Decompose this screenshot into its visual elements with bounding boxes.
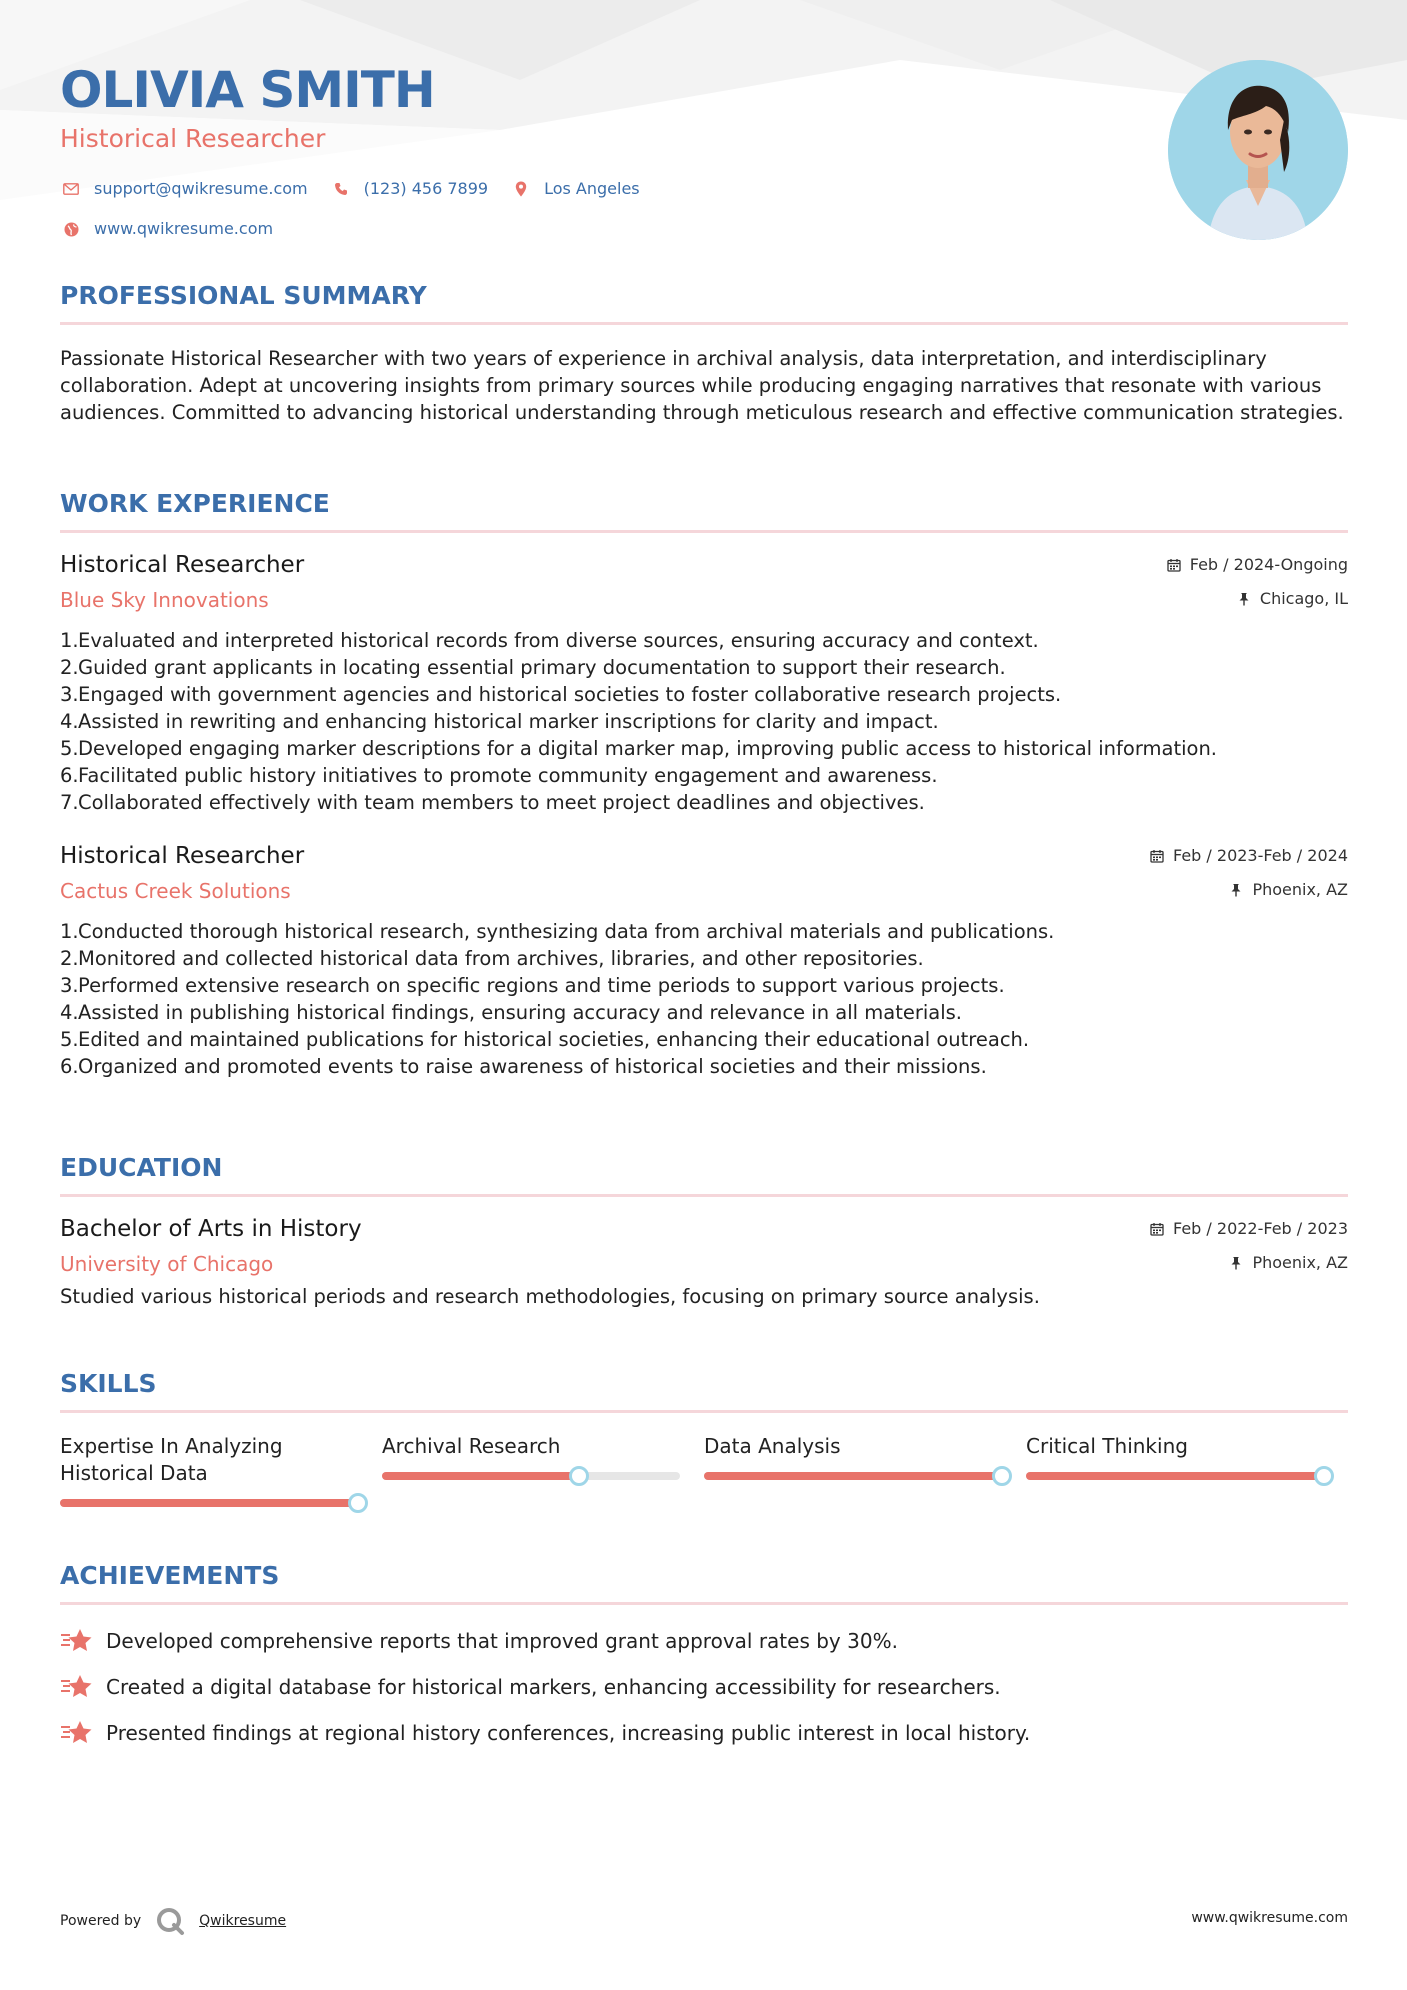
list-item: 3. Performed extensive research on specific regions and time periods to support various projects. bbox=[60, 974, 1005, 997]
list-item: 2. Guided grant applicants in locating essential primary documentation to support their research. bbox=[60, 656, 1006, 679]
calendar-icon bbox=[1149, 1221, 1165, 1237]
education-title: EDUCATION bbox=[60, 1153, 223, 1182]
email-text: support@qwikresume.com bbox=[94, 179, 308, 198]
job-date-text: Feb / 2024-Ongoing bbox=[1189, 555, 1348, 574]
education-date-text: Feb / 2022-Feb / 2023 bbox=[1173, 1219, 1348, 1238]
contact-location bbox=[510, 178, 640, 200]
job-title: Historical Researcher bbox=[60, 552, 305, 578]
calendar-icon bbox=[1166, 557, 1182, 573]
contact-row-2 bbox=[60, 218, 1060, 240]
job-location-text: Phoenix, AZ bbox=[1252, 880, 1348, 899]
skill-name: Archival Research bbox=[382, 1434, 561, 1458]
list-item: 3. Engaged with government agencies and historical societies to foster collaborative research projects. bbox=[60, 683, 1062, 706]
skill-item bbox=[1026, 1433, 1348, 1507]
job-header bbox=[60, 840, 1348, 876]
section-divider bbox=[60, 530, 1348, 533]
website-text: www.qwikresume.com bbox=[94, 219, 274, 238]
job-bullets bbox=[60, 918, 1348, 1080]
school-name: University of Chicago bbox=[60, 1252, 274, 1276]
list-item: 4. Assisted in publishing historical findings, ensuring accuracy and relevance in all materials. bbox=[60, 1001, 962, 1024]
company-name: Cactus Creek Solutions bbox=[60, 879, 291, 903]
education-section bbox=[60, 1152, 1348, 1310]
pushpin-icon bbox=[1228, 882, 1244, 898]
skill-name: Expertise In Analyzing Historical Data bbox=[60, 1434, 283, 1485]
list-item bbox=[60, 1627, 1348, 1655]
phone-text: (123) 456 7899 bbox=[363, 179, 489, 198]
education-entry bbox=[60, 1213, 1348, 1310]
education-header bbox=[60, 1213, 1348, 1249]
star-award-icon bbox=[60, 1719, 94, 1747]
skill-bar-fill bbox=[382, 1472, 579, 1480]
list-item bbox=[60, 1719, 1348, 1747]
experience-section bbox=[60, 488, 1348, 1080]
job-bullets bbox=[60, 627, 1348, 816]
list-item: 4. Assisted in rewriting and enhancing historical marker inscriptions for clarity and impact. bbox=[60, 710, 939, 733]
pushpin-icon bbox=[1236, 591, 1252, 607]
degree-title: Bachelor of Arts in History bbox=[60, 1216, 362, 1242]
phone-icon bbox=[330, 178, 352, 200]
company-name: Blue Sky Innovations bbox=[60, 588, 269, 612]
qwikresume-logo-icon bbox=[155, 1906, 185, 1936]
skill-bar-knob bbox=[1314, 1466, 1334, 1486]
pushpin-icon bbox=[1228, 1255, 1244, 1271]
skill-bar-knob bbox=[992, 1466, 1012, 1486]
list-item bbox=[60, 1673, 1348, 1701]
star-award-icon bbox=[60, 1673, 94, 1701]
achievements-section bbox=[60, 1560, 1348, 1747]
skill-bar bbox=[60, 1499, 358, 1507]
list-item: 7. Collaborated effectively with team members to meet project deadlines and objectives. bbox=[60, 791, 925, 814]
job-entry bbox=[60, 549, 1348, 816]
list-item: 5. Developed engaging marker descriptions for a digital marker map, improving public access to historical information. bbox=[60, 737, 1217, 760]
candidate-name: OLIVIA SMITH bbox=[60, 61, 435, 119]
job-location bbox=[1236, 589, 1348, 608]
job-date bbox=[1166, 555, 1348, 574]
job-location-text: Chicago, IL bbox=[1259, 589, 1348, 608]
skill-bar-knob bbox=[348, 1493, 368, 1513]
star-award-icon bbox=[60, 1627, 94, 1655]
skills-list bbox=[60, 1433, 1348, 1507]
summary-title: PROFESSIONAL SUMMARY bbox=[60, 281, 427, 310]
globe-icon bbox=[60, 218, 82, 240]
skill-item bbox=[382, 1433, 704, 1507]
skill-bar-fill bbox=[704, 1472, 1002, 1480]
education-description: Studied various historical periods and research methodologies, focusing on primary source analysis. bbox=[60, 1285, 1040, 1308]
list-item: 6. Facilitated public history initiatives to promote community engagement and awareness. bbox=[60, 764, 938, 787]
school-row bbox=[60, 1249, 1348, 1281]
powered-by-label: Powered by bbox=[60, 1913, 142, 1929]
education-location bbox=[1228, 1253, 1348, 1272]
list-item: 1. Conducted thorough historical research, synthesizing data from archival materials and publications. bbox=[60, 920, 1055, 943]
company-row bbox=[60, 585, 1348, 617]
list-item: 2. Monitored and collected historical data from archives, libraries, and other repositories. bbox=[60, 947, 924, 970]
skill-bar-fill bbox=[1026, 1472, 1324, 1480]
contact-website[interactable] bbox=[60, 218, 273, 240]
job-header bbox=[60, 549, 1348, 585]
achievement-text: Presented findings at regional history conferences, increasing public interest in local history. bbox=[106, 1720, 1031, 1745]
education-location-text: Phoenix, AZ bbox=[1252, 1253, 1348, 1272]
experience-title: WORK EXPERIENCE bbox=[60, 489, 330, 518]
section-divider bbox=[60, 1602, 1348, 1605]
summary-text: Passionate Historical Researcher with two years of experience in archival analysis, data interpretation, and interdisciplinary collaboration. Adept at uncovering insights from primary sources while producing engaging narratives that resonate with various audiences. Committed to advancing historical understanding through meticulous research and effective communication strategies. bbox=[60, 347, 1344, 424]
job-date bbox=[1149, 846, 1348, 865]
brand-link[interactable]: Qwikresume bbox=[199, 1913, 287, 1929]
map-pin-icon bbox=[510, 178, 532, 200]
skill-bar-fill bbox=[60, 1499, 358, 1507]
achievement-text: Created a digital database for historical markers, enhancing accessibility for researchers. bbox=[106, 1674, 1001, 1699]
skill-bar bbox=[382, 1472, 680, 1480]
skill-item bbox=[704, 1433, 1026, 1507]
list-item: 1. Evaluated and interpreted historical records from diverse sources, ensuring accuracy and context. bbox=[60, 629, 1039, 652]
page-footer bbox=[60, 1896, 1348, 1936]
list-item: 6. Organized and promoted events to raise awareness of historical societies and their missions. bbox=[60, 1055, 987, 1078]
achievements-list bbox=[60, 1627, 1348, 1747]
job-location bbox=[1228, 880, 1348, 899]
skill-bar-knob bbox=[569, 1466, 589, 1486]
company-row bbox=[60, 876, 1348, 908]
skills-title: SKILLS bbox=[60, 1369, 157, 1398]
calendar-icon bbox=[1149, 848, 1165, 864]
envelope-icon bbox=[60, 178, 82, 200]
profile-photo bbox=[1168, 60, 1348, 240]
resume-header bbox=[60, 60, 1060, 240]
skill-bar bbox=[704, 1472, 1002, 1480]
skill-name: Critical Thinking bbox=[1026, 1434, 1188, 1458]
location-text: Los Angeles bbox=[544, 179, 640, 198]
summary-section bbox=[60, 280, 1348, 426]
powered-by bbox=[60, 1906, 286, 1936]
contact-phone[interactable] bbox=[330, 178, 488, 200]
job-title: Historical Researcher bbox=[60, 843, 305, 869]
skill-name: Data Analysis bbox=[704, 1434, 841, 1458]
footer-url[interactable]: www.qwikresume.com bbox=[1191, 1910, 1348, 1926]
section-divider bbox=[60, 1194, 1348, 1197]
skill-bar bbox=[1026, 1472, 1324, 1480]
job-date-text: Feb / 2023-Feb / 2024 bbox=[1173, 846, 1348, 865]
section-divider bbox=[60, 322, 1348, 325]
achievement-text: Developed comprehensive reports that improved grant approval rates by 30%. bbox=[106, 1628, 898, 1653]
candidate-role: Historical Researcher bbox=[60, 124, 326, 153]
list-item: 5. Edited and maintained publications for historical societies, enhancing their educational outreach. bbox=[60, 1028, 1030, 1051]
job-entry bbox=[60, 840, 1348, 1080]
section-divider bbox=[60, 1410, 1348, 1413]
achievements-title: ACHIEVEMENTS bbox=[60, 1561, 280, 1590]
contact-row-1 bbox=[60, 178, 1060, 200]
skill-item bbox=[60, 1433, 382, 1507]
skills-section bbox=[60, 1368, 1348, 1507]
contact-email[interactable] bbox=[60, 178, 308, 200]
education-date bbox=[1149, 1219, 1348, 1238]
